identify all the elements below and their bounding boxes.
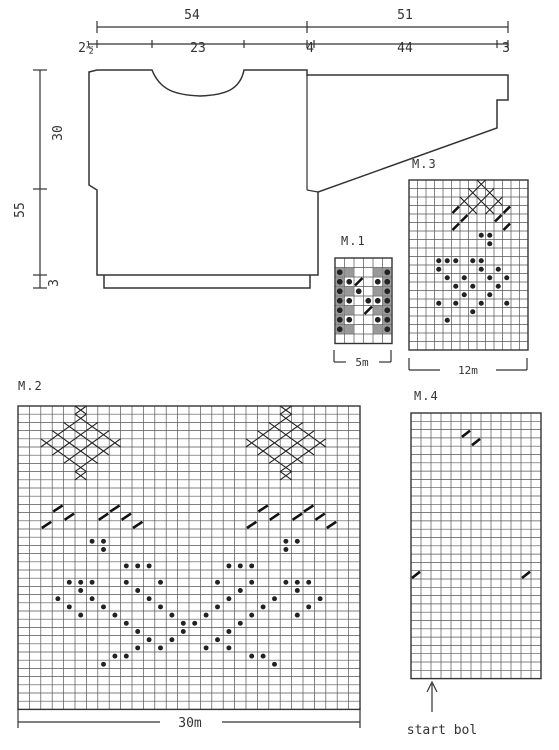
m1-dot-stitch xyxy=(337,307,343,313)
m2-cross-stitch xyxy=(314,439,325,447)
m3-dot-stitch xyxy=(496,284,501,289)
body-outline xyxy=(89,70,508,275)
m2-dot-stitch xyxy=(78,580,83,585)
m3-title: M.3 xyxy=(412,157,437,171)
m2-cross-stitch xyxy=(75,414,86,422)
m1-slash-stitch xyxy=(365,307,373,315)
m2-dot-stitch xyxy=(318,596,323,601)
m3-slash-stitch xyxy=(453,207,460,214)
m2-dot-stitch xyxy=(55,596,60,601)
m3-cross-stitch xyxy=(486,189,495,198)
m2-cross-stitch xyxy=(280,463,291,471)
m1-dot-stitch xyxy=(384,279,390,285)
m2-dot-stitch xyxy=(283,580,288,585)
m1-slash-stitch xyxy=(355,278,363,286)
m4-slash-stitch xyxy=(412,572,420,578)
m2-dot-stitch xyxy=(90,539,95,544)
m2-dot-stitch xyxy=(295,539,300,544)
m2-dot-stitch xyxy=(124,621,129,626)
m3-width-bracket xyxy=(409,358,527,377)
m3-dot-stitch xyxy=(470,258,475,263)
m2-dot-stitch xyxy=(101,662,106,667)
m2-cross-stitch xyxy=(75,406,86,414)
m3-dot-stitch xyxy=(445,275,450,280)
m1-dot-stitch xyxy=(346,279,352,285)
m2-dot-stitch xyxy=(181,621,186,626)
m4-start-arrow xyxy=(407,682,477,738)
m2-slash-stitch xyxy=(122,514,131,520)
mid-width-label: 4 xyxy=(306,41,314,56)
m3-dot-stitch xyxy=(462,275,467,280)
m2-cross-stitch xyxy=(64,439,75,447)
m2-cross-stitch xyxy=(52,431,63,439)
m2-dot-stitch xyxy=(124,580,129,585)
m2-slash-stitch xyxy=(304,505,313,511)
m4-start-label: start bol xyxy=(406,723,478,738)
upper-height-label: 30 xyxy=(51,125,66,141)
m1-dot-stitch xyxy=(356,288,362,294)
m2-cross-stitch xyxy=(280,414,291,422)
m2-dot-stitch xyxy=(135,629,140,634)
m3-dot-stitch xyxy=(479,233,484,238)
m1-shaded-stitch xyxy=(374,306,383,315)
m4-slash-stitch xyxy=(462,431,470,437)
m2-dot-stitch xyxy=(135,588,140,593)
m3-dot-stitch xyxy=(504,275,509,280)
m2-slash-stitch xyxy=(42,522,51,528)
m3-dot-stitch xyxy=(436,258,441,263)
chart-m2-grid xyxy=(18,406,360,709)
m2-cross-stitch xyxy=(52,447,63,455)
m3-cross-stitch xyxy=(486,206,495,215)
m1-dot-stitch xyxy=(384,317,390,323)
m1-dot-stitch xyxy=(337,279,343,285)
m2-cross-stitch xyxy=(292,455,303,463)
m2-cross-stitch xyxy=(257,447,268,455)
m2-dot-stitch xyxy=(192,621,197,626)
m3-dot-stitch xyxy=(504,301,509,306)
m2-dot-stitch xyxy=(204,645,209,650)
m2-cross-stitch xyxy=(292,422,303,430)
m2-slash-stitch xyxy=(65,514,74,520)
top-dimensions xyxy=(78,8,510,56)
m2-dot-stitch xyxy=(147,637,152,642)
m2-dot-stitch xyxy=(135,645,140,650)
m2-dot-stitch xyxy=(226,563,231,568)
chart-m4-grid xyxy=(411,413,541,679)
m1-shaded-stitch xyxy=(374,287,383,296)
m1-shaded-stitch xyxy=(374,268,383,277)
m3-dot-stitch xyxy=(445,258,450,263)
m2-dot-stitch xyxy=(238,563,243,568)
m1-width-bracket xyxy=(334,350,391,369)
m1-title: M.1 xyxy=(341,234,366,248)
m2-dot-stitch xyxy=(215,637,220,642)
m1-dot-stitch xyxy=(375,298,381,304)
m2-slash-stitch xyxy=(315,514,324,520)
m2-dot-stitch xyxy=(249,613,254,618)
neck-width-label: 23 xyxy=(190,41,206,56)
m1-shaded-stitch xyxy=(345,268,354,277)
m2-dot-stitch xyxy=(249,654,254,659)
m3-cross-stitch xyxy=(460,197,469,206)
sweater-schematic xyxy=(89,70,508,288)
m1-dot-stitch xyxy=(337,326,343,332)
m2-title: M.2 xyxy=(18,379,43,393)
m2-dot-stitch xyxy=(135,563,140,568)
m3-slash-stitch xyxy=(504,207,511,214)
left-dimensions xyxy=(13,70,66,288)
m2-dot-stitch xyxy=(238,621,243,626)
m4-slash-stitch xyxy=(522,572,530,578)
m3-dot-stitch xyxy=(436,301,441,306)
m4-slash-stitch xyxy=(472,439,480,445)
m1-shaded-stitch xyxy=(374,325,383,334)
m1-dot-stitch xyxy=(337,269,343,275)
chart-m1-grid xyxy=(335,258,392,344)
m2-dot-stitch xyxy=(204,613,209,618)
m2-cross-stitch xyxy=(98,431,109,439)
m2-width-bracket xyxy=(18,708,360,731)
m3-slash-stitch xyxy=(453,224,460,231)
m2-dot-stitch xyxy=(112,613,117,618)
m2-cross-stitch xyxy=(280,447,291,455)
m3-dot-stitch xyxy=(453,258,458,263)
m2-dot-stitch xyxy=(238,588,243,593)
m2-cross-stitch xyxy=(64,422,75,430)
m2-cross-stitch xyxy=(86,422,97,430)
m2-cross-stitch xyxy=(98,447,109,455)
m2-dot-stitch xyxy=(158,604,163,609)
m1-dot-stitch xyxy=(384,326,390,332)
m3-cross-stitch xyxy=(477,197,486,206)
m2-dot-stitch xyxy=(283,539,288,544)
m2-cross-stitch xyxy=(292,439,303,447)
m1-dot-stitch xyxy=(365,298,371,304)
m2-dot-stitch xyxy=(101,604,106,609)
total-height-label: 55 xyxy=(13,202,28,218)
m2-cross-stitch xyxy=(75,472,86,480)
m2-cross-stitch xyxy=(41,439,52,447)
m3-dot-stitch xyxy=(453,301,458,306)
m2-dot-stitch xyxy=(306,604,311,609)
m2-dot-stitch xyxy=(124,654,129,659)
m2-dot-stitch xyxy=(169,637,174,642)
m2-dot-stitch xyxy=(181,629,186,634)
m1-dot-stitch xyxy=(337,298,343,304)
m2-dot-stitch xyxy=(249,563,254,568)
m3-cross-stitch xyxy=(469,189,478,198)
m1-dot-stitch xyxy=(384,298,390,304)
m2-cross-stitch xyxy=(303,431,314,439)
m2-dot-stitch xyxy=(226,645,231,650)
m2-dot-stitch xyxy=(90,596,95,601)
m1-dot-stitch xyxy=(346,298,352,304)
m1-dot-stitch xyxy=(346,317,352,323)
m2-slash-stitch xyxy=(327,522,336,528)
m2-dot-stitch xyxy=(147,596,152,601)
m2-cross-stitch xyxy=(75,463,86,471)
m1-dot-stitch xyxy=(375,279,381,285)
m4-title: M.4 xyxy=(414,389,439,403)
m2-dot-stitch xyxy=(215,580,220,585)
m2-cross-stitch xyxy=(257,431,268,439)
m2-dot-stitch xyxy=(261,654,266,659)
cuff-width-label: 3 xyxy=(502,41,510,56)
m2-dot-stitch xyxy=(249,580,254,585)
m1-dot-stitch xyxy=(337,317,343,323)
m3-slash-stitch xyxy=(504,224,511,231)
m3-dot-stitch xyxy=(479,258,484,263)
m1-dot-stitch xyxy=(384,288,390,294)
m3-dot-stitch xyxy=(470,309,475,314)
m2-dot-stitch xyxy=(67,580,72,585)
rib-height-label: 3 xyxy=(47,279,62,287)
m2-dot-stitch xyxy=(78,613,83,618)
m2-dot-stitch xyxy=(306,580,311,585)
m2-slash-stitch xyxy=(133,522,142,528)
m1-width-label: 5m xyxy=(355,356,369,369)
m3-cross-stitch xyxy=(469,206,478,215)
sleeve-width-label: 44 xyxy=(397,41,413,56)
rib-outline xyxy=(104,275,310,288)
m2-dot-stitch xyxy=(226,596,231,601)
m2-cross-stitch xyxy=(280,431,291,439)
m2-slash-stitch xyxy=(247,522,256,528)
m3-cross-stitch xyxy=(494,197,503,206)
m3-dot-stitch xyxy=(479,301,484,306)
m3-dot-stitch xyxy=(479,267,484,272)
m2-slash-stitch xyxy=(270,514,279,520)
m2-dot-stitch xyxy=(78,588,83,593)
m2-cross-stitch xyxy=(86,439,97,447)
m2-cross-stitch xyxy=(109,439,120,447)
m2-dot-stitch xyxy=(169,613,174,618)
m2-dot-stitch xyxy=(147,563,152,568)
m3-slash-stitch xyxy=(495,215,502,222)
m3-dot-stitch xyxy=(487,241,492,246)
m3-dot-stitch xyxy=(462,292,467,297)
m2-dot-stitch xyxy=(215,604,220,609)
m2-dot-stitch xyxy=(295,588,300,593)
m2-cross-stitch xyxy=(303,447,314,455)
m3-dot-stitch xyxy=(496,267,501,272)
m3-dot-stitch xyxy=(445,318,450,323)
m2-dot-stitch xyxy=(158,645,163,650)
m2-dot-stitch xyxy=(272,596,277,601)
m2-slash-stitch xyxy=(293,514,302,520)
m2-cross-stitch xyxy=(269,422,280,430)
m3-dot-stitch xyxy=(453,284,458,289)
m2-dot-stitch xyxy=(112,654,117,659)
m2-dot-stitch xyxy=(226,629,231,634)
m2-dot-stitch xyxy=(295,613,300,618)
m3-dot-stitch xyxy=(436,267,441,272)
m1-dot-stitch xyxy=(384,269,390,275)
m2-cross-stitch xyxy=(246,439,257,447)
m2-slash-stitch xyxy=(99,514,108,520)
m2-dot-stitch xyxy=(124,563,129,568)
m1-shaded-stitch xyxy=(345,306,354,315)
m2-dot-stitch xyxy=(261,604,266,609)
m2-dot-stitch xyxy=(67,604,72,609)
m2-cross-stitch xyxy=(269,439,280,447)
m2-dot-stitch xyxy=(158,580,163,585)
m1-shaded-stitch xyxy=(345,287,354,296)
m2-dot-stitch xyxy=(101,539,106,544)
m3-dot-stitch xyxy=(487,233,492,238)
m1-dot-stitch xyxy=(337,288,343,294)
m2-dot-stitch xyxy=(101,547,106,552)
m2-cross-stitch xyxy=(280,406,291,414)
m3-dot-stitch xyxy=(487,292,492,297)
m2-cross-stitch xyxy=(75,447,86,455)
m2-dot-stitch xyxy=(283,547,288,552)
m1-dot-stitch xyxy=(384,307,390,313)
top-total-left-label: 54 xyxy=(184,8,200,23)
m2-cross-stitch xyxy=(64,455,75,463)
chart-m4-lines xyxy=(411,413,541,679)
m2-slash-stitch xyxy=(53,505,62,511)
m2-dot-stitch xyxy=(295,580,300,585)
m3-width-label: 12m xyxy=(458,364,478,377)
top-total-right-label: 51 xyxy=(397,8,413,23)
m3-slash-stitch xyxy=(461,215,468,222)
m2-cross-stitch xyxy=(75,431,86,439)
m2-cross-stitch xyxy=(269,455,280,463)
m1-dot-stitch xyxy=(375,317,381,323)
m1-shaded-stitch xyxy=(345,325,354,334)
m2-dot-stitch xyxy=(272,662,277,667)
m2-dot-stitch xyxy=(90,580,95,585)
m2-slash-stitch xyxy=(110,505,119,511)
edge-width-label: 2½ xyxy=(78,41,94,56)
m2-cross-stitch xyxy=(86,455,97,463)
m3-dot-stitch xyxy=(487,275,492,280)
m2-slash-stitch xyxy=(258,505,267,511)
m3-dot-stitch xyxy=(470,284,475,289)
m3-cross-stitch xyxy=(477,180,486,189)
m2-width-label: 30m xyxy=(178,716,202,731)
chart-m3-grid xyxy=(409,180,528,350)
m2-cross-stitch xyxy=(280,472,291,480)
